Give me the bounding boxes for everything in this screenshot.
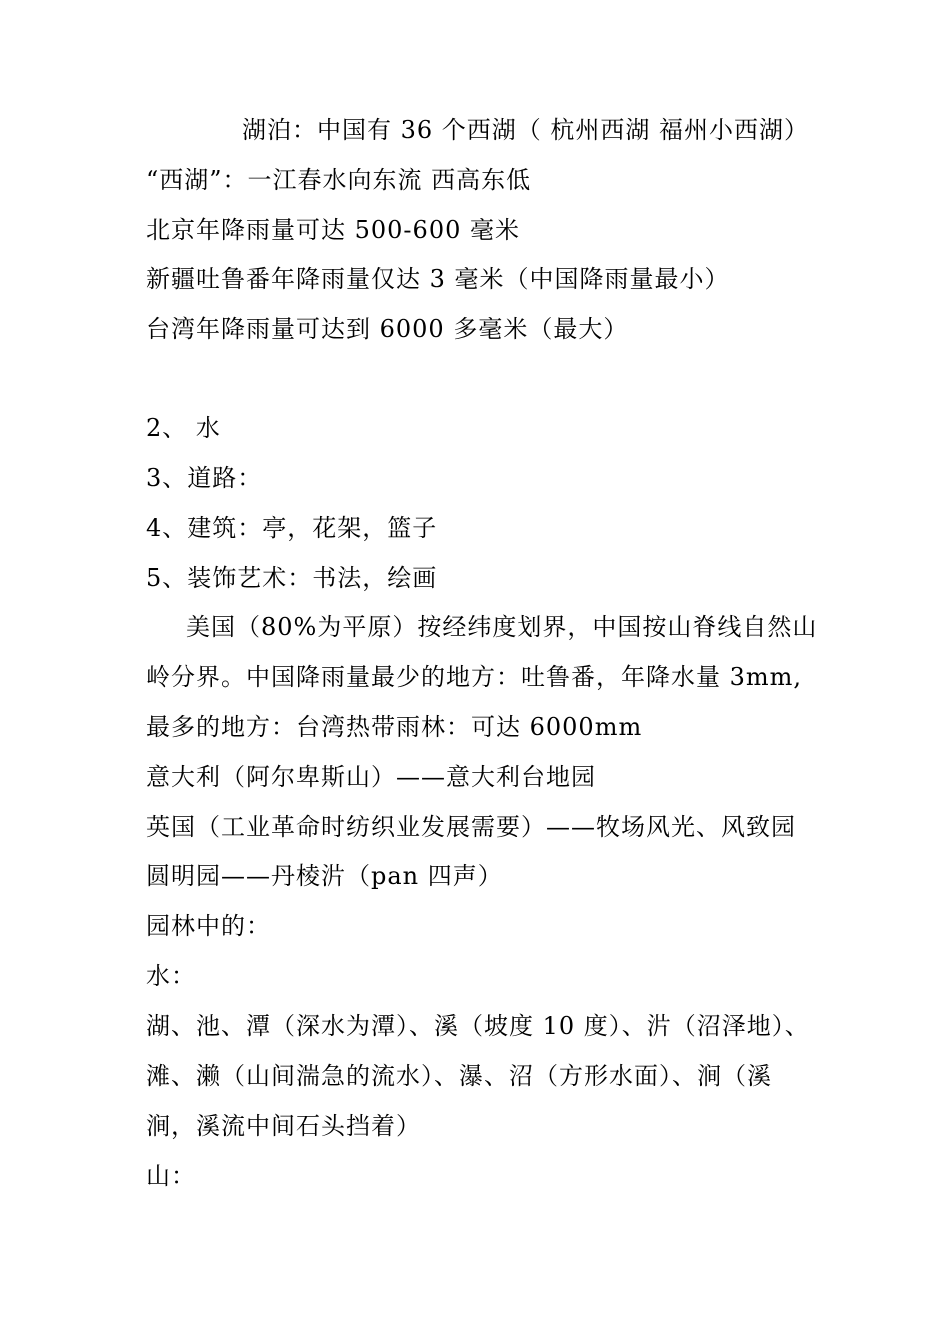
text-line-italy: 意大利（阿尔卑斯山）——意大利台地园 [146, 763, 596, 791]
text-line-water-types-1: 湖、池、潭（深水为潭）、溪（坡度 10 度）、沜（沼泽地）、 [146, 1012, 810, 1040]
paragraph-line-boundary: 岭分界。中国降雨量最少的地方：吐鲁番，年降水量 3mm, [146, 663, 803, 691]
list-item-decorative-art: 5、装饰艺术：书法，绘画 [146, 564, 438, 592]
text-line-water-types-2: 滩、濑（山间湍急的流水）、瀑、沼（方形水面）、涧（溪 [146, 1062, 772, 1090]
paragraph-line-most-rainfall: 最多的地方：台湾热带雨林：可达 6000mm [146, 713, 643, 741]
list-item-buildings: 4、建筑：亭，花架，篮子 [146, 514, 438, 542]
paragraph-line-usa: 美国（80%为平原）按经纬度划界，中国按山脊线自然山 [186, 613, 818, 641]
text-line-beijing-rainfall: 北京年降雨量可达 500-600 毫米 [146, 216, 520, 244]
text-line-water-heading: 水： [146, 962, 196, 990]
text-line-in-gardens: 园林中的： [146, 912, 271, 940]
text-line-turpan-rainfall: 新疆吐鲁番年降雨量仅达 3 毫米（中国降雨量最小） [146, 265, 730, 293]
text-line-england: 英国（工业革命时纺织业发展需要）——牧场风光、风致园 [146, 813, 796, 841]
text-line-water-types-3: 涧，溪流中间石头挡着） [146, 1112, 421, 1140]
text-line-lakes: 湖泊：中国有 36 个西湖（ 杭州西湖 福州小西湖） [242, 116, 810, 144]
text-line-yuanmingyuan: 圆明园——丹棱沜（pan 四声） [146, 862, 503, 890]
list-item-water: 2、 水 [146, 414, 221, 442]
list-item-roads: 3、道路： [146, 464, 263, 492]
text-line-taiwan-rainfall: 台湾年降雨量可达到 6000 多毫米（最大） [146, 315, 629, 343]
text-line-west-lake: “西湖”：一江春水向东流 西高东低 [146, 166, 532, 194]
text-line-mountain-heading: 山： [146, 1162, 196, 1190]
